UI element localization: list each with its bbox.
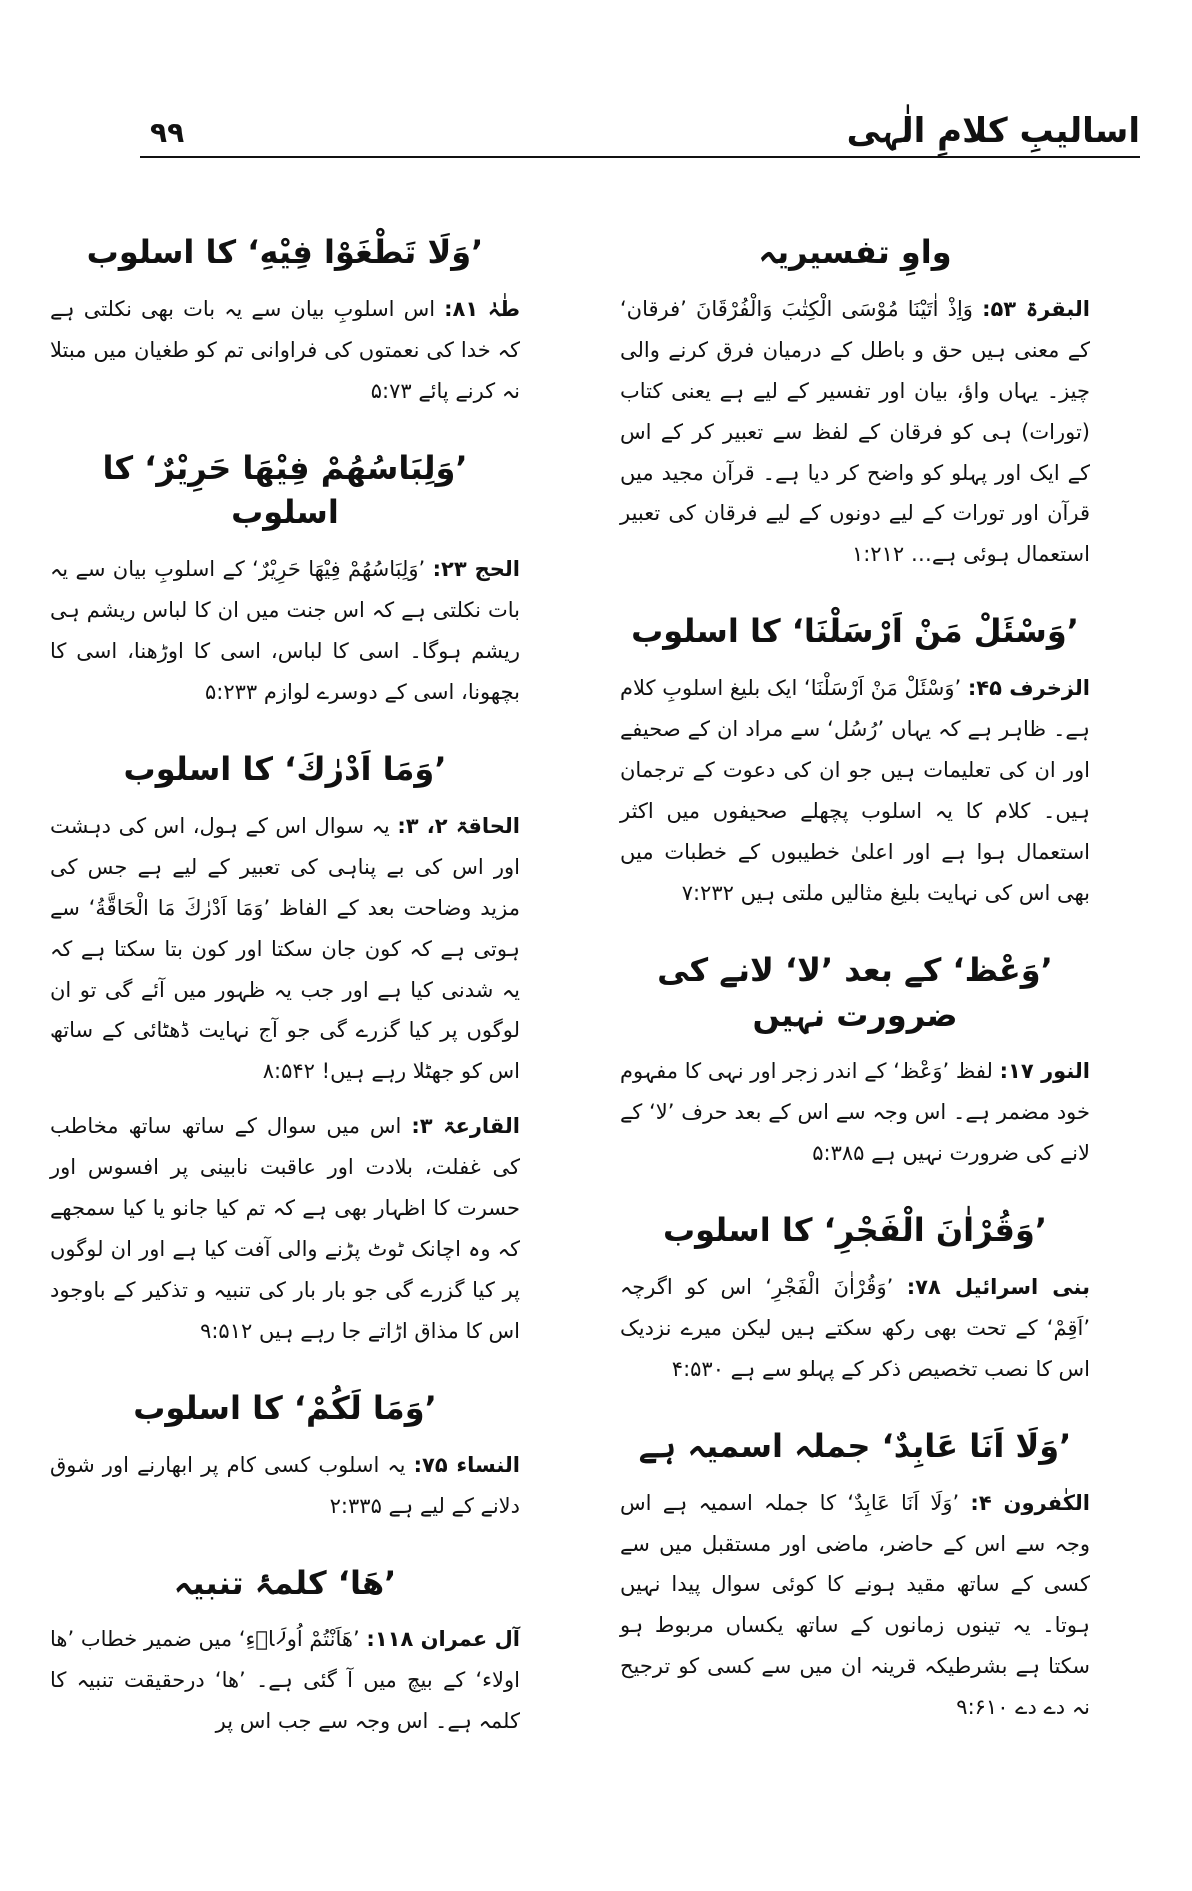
- section-heading: ’وَلَا اَنَا عَابِدٌ‘ جملہ اسمیہ ہے: [638, 1426, 1072, 1465]
- section-heading: ’هَا‘ کلمۂ تنبیہ: [173, 1563, 397, 1602]
- section-heading: ’وَعْظ‘ کے بعد ’لا‘ لانے کی ضرورت نہیں: [657, 950, 1053, 1034]
- left-column: [50, 230, 520, 1776]
- section-heading: ’وَقُرْاٰنَ الْفَجْرِ‘ کا اسلوب: [662, 1211, 1048, 1250]
- section-body: [620, 1051, 1090, 1174]
- page-number: ۹۹: [150, 116, 185, 149]
- section-heading: واوِ تفسیریہ: [758, 233, 952, 271]
- section: [50, 446, 520, 713]
- section-body: [50, 806, 520, 1093]
- section-text: اس میں سوال کے ساتھ ساتھ مخاطب کی غفلت، بلادت اور عاقبت نابینی پر افسوس اور حسرت کا اظہار بھی ہے کہ تم کیا جانو یا کیا سمجھے کہ وہ اچانک ٹوٹ پڑنے والی آفت کیا ہے اور ان لوگوں پر کیا گزرے گی جو بار بار کی تنبیہ و تذکیر کے باوجود اس کا مذاق اڑاتے جا رہے ہیں ۹:۵۱۲: [50, 1114, 520, 1343]
- section: [620, 609, 1090, 913]
- section-body: [620, 289, 1090, 576]
- section-text: ’وَقُرْاٰنَ الْفَجْرِ‘ اس کو اگرچہ ’اَقِمْ‘ کے تحت بھی رکھ سکتے ہیں لیکن میرے نزدیک اس کا نصب تخصیص ذکر کے پہلو سے ہے ۴:۵۳۰: [620, 1274, 1090, 1381]
- section: [50, 747, 520, 1092]
- section: [620, 948, 1090, 1174]
- section: [50, 1106, 520, 1352]
- right-column: [620, 230, 1090, 1762]
- section-body: [620, 1267, 1090, 1390]
- section-heading: ’وَسْئَلْ مَنْ اَرْسَلْنَا‘ کا اسلوب: [631, 612, 1079, 651]
- section-text: ’وَسْئَلْ مَنْ اَرْسَلْنَا‘ ایک بلیغ اسلوبِ کلام ہے۔ ظاہر ہے کہ یہاں ’رُسُل‘ سے مراد ان کے صحیفے اور ان کی تعلیمات ہیں جو ان کی دعوت کے ترجمان ہیں۔ کلام کا یہ اسلوب پچھلے صحیفوں میں اکثر استعمال ہوا ہے اور اعلیٰ خطیبوں کے خطبات میں بھی اس کی نہایت بلیغ مثالیں ملتی ہیں ۷:۲۳۲: [620, 676, 1090, 905]
- verse-reference: طٰہٰ ۸۱:: [444, 296, 520, 321]
- section-text: ’هَاَنْتُمْ اُولَاۗءِ‘ میں ضمیر خطاب ’ھا اولاء‘ کے بیچ میں آ گئی ہے۔ ’ھا‘ درحقیقت تنبیہ کا کلمہ ہے۔ اس وجہ سے جب اس پر: [50, 1627, 520, 1734]
- section-heading: ’وَمَا لَكُمْ‘ کا اسلوب: [133, 1388, 437, 1427]
- section-text: وَاِذْ اٰتَيْنَا مُوْسَى الْكِتٰبَ وَالْفُرْقَانَ ’فرقان‘ کے معنی ہیں حق و باطل کے درمیان فرق کرنے والی چیز۔ یہاں واؤ، بیان اور تفسیر کے لیے ہے یعنی کتاب (تورات) ہی کو فرقان کے لفظ سے تعبیر کر کے اس کے ایک اور پہلو کو واضح کر دیا ہے۔ قرآن مجید میں قرآن اور تورات کے لیے دونوں کے لیے فرقان کی تعبیر استعمال ہوئی ہے… ۱:۲۱۲: [620, 296, 1090, 567]
- section-body: [50, 289, 520, 412]
- verse-reference: الحاقۃ ۲، ۳:: [397, 813, 520, 838]
- section-body: [620, 1483, 1090, 1729]
- section-text: لفظ ’وَعْظ‘ کے اندر زجر اور نہی کا مفہوم خود مضمر ہے۔ اس وجہ سے اس کے بعد حرف ’لا‘ کے لانے کی ضرورت نہیں ہے ۵:۳۸۵: [620, 1059, 1090, 1166]
- section-body: [620, 668, 1090, 914]
- verse-reference: الحج ۲۳:: [432, 557, 520, 582]
- section-body: [50, 1619, 520, 1742]
- verse-reference: النور ۱۷:: [999, 1059, 1090, 1084]
- page-header: [140, 96, 1140, 158]
- book-title: اسالیبِ کلامِ الٰہی: [846, 111, 1140, 151]
- section-heading: ’وَلِبَاسُهُمْ فِيْهَا حَرِيْرٌ‘ کا اسلوب: [102, 448, 468, 532]
- verse-reference: آل عمران ۱۱۸:: [366, 1627, 520, 1652]
- section: [620, 1424, 1090, 1728]
- section-text: ’وَلَا اَنَا عَابِدٌ‘ کا جملہ اسمیہ ہے اس وجہ سے اس کے حاضر، ماضی اور مستقبل میں سے کسی کے ساتھ مقید ہونے کا کوئی سوال پیدا نہیں ہوتا۔ یہ تینوں زمانوں کے ساتھ یکساں مربوط ہو سکتا ہے بشرطیکہ قرینہ ان میں سے کسی کو ترجیح نہ دے دے ۹:۶۱۰: [620, 1490, 1090, 1720]
- verse-reference: الکٰفرون ۴:: [970, 1490, 1090, 1515]
- section: [50, 1386, 520, 1527]
- section-body: [50, 549, 520, 713]
- section-text: اس اسلوبِ بیان سے یہ بات بھی نکلتی ہے کہ خدا کی نعمتوں کی فراوانی تم کو طغیان میں مبتلا نہ کرنے پائے ۵:۷۳: [50, 296, 520, 403]
- section: [50, 1561, 520, 1743]
- section: [620, 230, 1090, 575]
- verse-reference: بنی اسرائیل ۷۸:: [906, 1274, 1091, 1299]
- verse-reference: النساء ۷۵:: [413, 1452, 520, 1477]
- section-heading: ’وَمَا اَدْرٰكَ‘ کا اسلوب: [123, 749, 447, 788]
- section-heading: ’وَلَا تَطْغَوْا فِيْهِ‘ کا اسلوب: [86, 233, 484, 271]
- section: [50, 230, 520, 412]
- section-text: ’وَلِبَاسُهُمْ فِيْهَا حَرِيْرٌ‘ کے اسلوبِ بیان سے یہ بات نکلتی ہے کہ اس جنت میں ان کا لباس ریشم ہی ریشم ہوگا۔ اسی کا لباس، اسی کا اوڑھنا، اسی کا بچھونا، اسی کے دوسرے لوازم ۵:۲۳۳: [50, 557, 520, 705]
- section-text: یہ سوال اس کے ہول، اس کی دہشت اور اس کی بے پناہی کی تعبیر کے لیے ہے جس کی مزید وضاحت بعد کے الفاظ ’وَمَا اَدْرٰكَ مَا الْحَاقَّةُ‘ سے ہوتی ہے کہ کون جان سکتا اور کون بتا سکتا ہے کہ یہ شدنی کیا ہے اور جب یہ ظہور میں آئے گی تو ان لوگوں پر کیا گزرے گی جو آج نہایت ڈھٹائی کے ساتھ اس کو جھٹلا رہے ہیں! ۸:۵۴۲: [50, 813, 520, 1084]
- verse-reference: القارعۃ ۳:: [411, 1114, 520, 1139]
- section-text: یہ اسلوب کسی کام پر ابھارنے اور شوق دلانے کے لیے ہے ۲:۳۳۵: [50, 1452, 520, 1518]
- verse-reference: البقرۃ ۵۳:: [982, 296, 1091, 321]
- section-body: [50, 1106, 520, 1352]
- verse-reference: الزخرف ۴۵:: [967, 676, 1090, 701]
- section-body: [50, 1445, 520, 1527]
- section: [620, 1208, 1090, 1390]
